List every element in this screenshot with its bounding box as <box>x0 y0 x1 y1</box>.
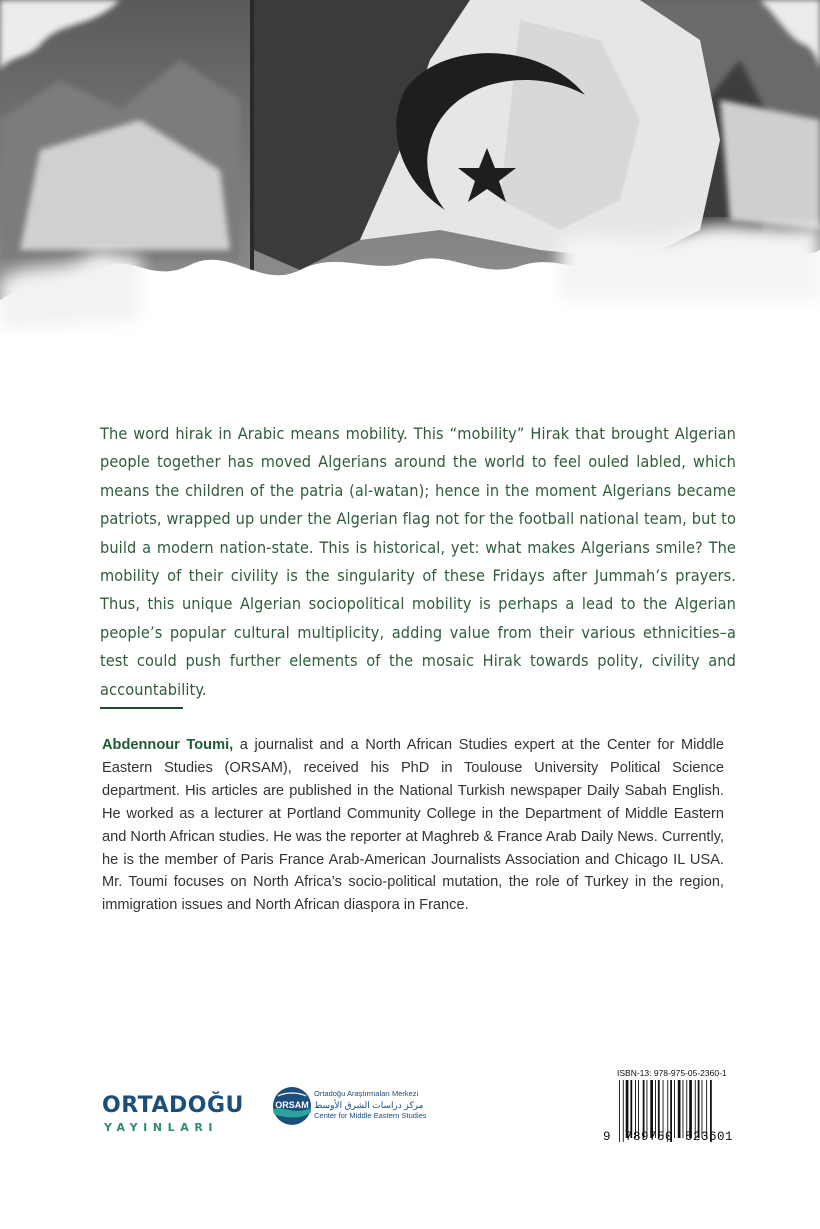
isbn-label: ISBN-13: 978-975-05-2360-1 <box>617 1068 727 1078</box>
isbn-digits <box>603 1130 734 1144</box>
orsam-acronym: ORSAM <box>275 1100 309 1110</box>
author-bio-text: a journalist and a North African Studies expert at the Center for Middle Eastern Studies (ORSAM), received his PhD in Toulouse University Political Science department. His articles are published in the National Turkish newspaper Daily Sabah English. He worked as a lecturer at Portland Community College in the Department of Middle Eastern and North African studies. He was the reporter at Maghreb & France Arab Daily News. Currently, he is the member of Paris France Arab-American Journalists Association and Chicago IL USA. Mr. Toumi focuses on North Africa’s socio-political mutation, the role of Turkey in the region, immigration issues and North African diaspora in France. <box>102 737 725 914</box>
orsam-name-arabic: مركز دراسات الشرق الأوسط <box>314 1100 424 1110</box>
isbn-digit-group-2: 523601 <box>685 1130 734 1144</box>
author-name: Abdennour Toumi, <box>102 737 234 753</box>
ortadogu-yayinlari-logo <box>102 1093 244 1135</box>
publisher-name-bottom: YAYINLARI <box>104 1121 219 1134</box>
publisher-name-top: ORTADOĞU <box>102 1093 244 1118</box>
author-bio <box>102 734 724 917</box>
orsam-circle-icon <box>272 1086 312 1126</box>
cover-photo-algerian-flag <box>0 0 820 360</box>
orsam-name-english: Center for Middle Eastern Studies <box>314 1111 427 1120</box>
divider-rule <box>100 707 183 709</box>
back-cover-blurb: The word hirak in Arabic means mobility. This “mobility” Hirak that brought Algerian people together has moved Algerians around the world to feel ouled labled, which means the children of the patria (al-watan); hence in the moment Algerians became patriots, wrapped up under the Algerian flag not for the football national team, but to build a modern nation-state. This is historical, yet: what makes Algerians smile? The mobility of their civility is the singularity of these Fridays after Jummah’s prayers. Thus, this unique Algerian sociopolitical mobility is perhaps a lead to the Algerian people’s popular cultural multiplicity, adding value from their various ethnicities–a test could push further elements of the mosaic Hirak towards polity, civility and accountability. <box>100 424 736 699</box>
orsam-logo <box>272 1086 442 1130</box>
orsam-name-turkish: Ortadoğu Araştırmaları Merkezi <box>314 1089 419 1098</box>
isbn-digit-group-1: 789750 <box>625 1130 674 1144</box>
isbn-digit-first: 9 <box>603 1130 612 1144</box>
